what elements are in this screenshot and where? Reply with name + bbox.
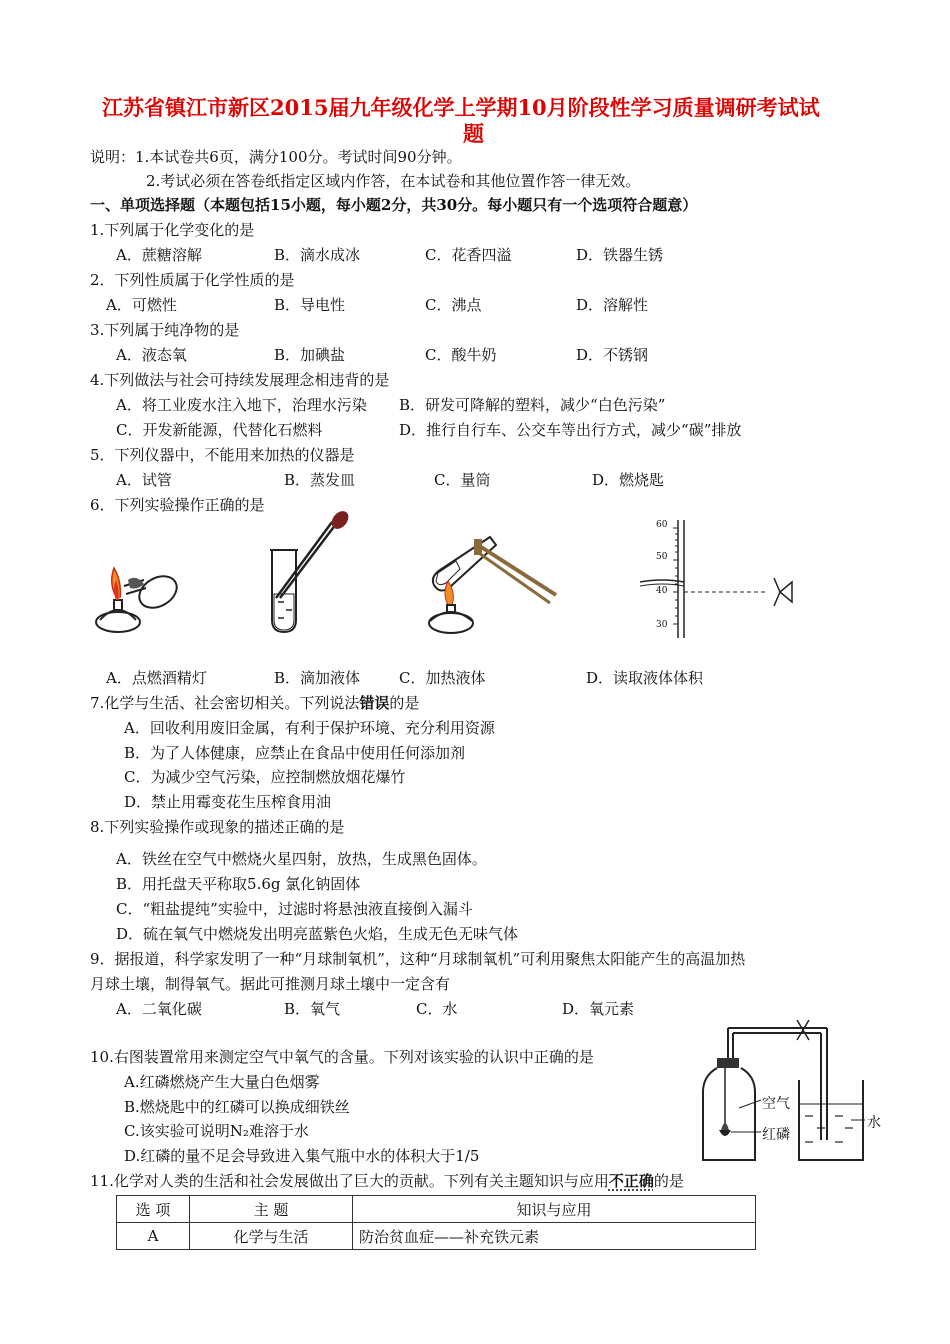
q10-stem: 10.右图装置常用来测定空气中氧气的含量。下列对该实验的认识中正确的是	[90, 1048, 594, 1066]
q9-option-b: B．氧气	[284, 1000, 341, 1018]
q4-option-d: D．推行自行车、公交车等出行方式，减少“碳”排放	[399, 421, 742, 439]
q10-option-b: B.燃烧匙中的红磷可以换成细铁丝	[124, 1098, 350, 1116]
q7-option-b: B．为了人体健康，应禁止在食品中使用任何添加剂	[124, 744, 466, 762]
q1-stem: 1.下列属于化学变化的是	[90, 221, 255, 239]
figure-heating	[420, 525, 560, 640]
q6-option-b: B．滴加液体	[274, 669, 361, 687]
label-red-phosphorus: 红磷	[762, 1127, 790, 1143]
q2-option-b: B．导电性	[274, 296, 346, 314]
q9-stem-line1: 9．据报道，科学家发明了一种“月球制氧机”，这种“月球制氧机”可利用聚焦太阳能产生的高温加热	[90, 950, 746, 968]
cell-topic: 化学与生活	[190, 1223, 353, 1250]
note-2: 2.考试必须在答卷纸指定区域内作答，在本试卷和其他位置作答一律无效。	[146, 172, 641, 190]
q10-option-a: A.红磷燃烧产生大量白色烟雾	[124, 1073, 320, 1091]
q8-stem: 8.下列实验操作或现象的描述正确的是	[90, 818, 345, 836]
label-water: 水	[867, 1115, 881, 1131]
q3-option-d: D．不锈钢	[576, 346, 649, 364]
header-topic: 主 题	[190, 1196, 353, 1223]
q3-stem: 3.下列属于纯净物的是	[90, 321, 240, 339]
q6-option-d: D．读取液体体积	[586, 669, 704, 687]
q2-stem: 2．下列性质属于化学性质的是	[90, 271, 295, 289]
scale-60: 60	[656, 520, 668, 530]
q11-table	[116, 1195, 756, 1250]
q6-option-c: C．加热液体	[399, 669, 486, 687]
cell-knowledge: 防治贫血症——补充铁元素	[353, 1223, 756, 1250]
q9-stem-line2: 月球土壤，制得氧气。据此可推测月球土壤中一定含有	[90, 975, 451, 993]
page-title-cont: 题	[463, 121, 484, 146]
q9-option-c: C．水	[416, 1000, 458, 1018]
q9-option-a: A．二氧化碳	[116, 1000, 202, 1018]
q2-option-d: D．溶解性	[576, 296, 649, 314]
note-1: 说明：1.本试卷共6页，满分100分。考试时间90分钟。	[90, 148, 462, 166]
q8-option-b: B．用托盘天平称取5.6g 氯化钠固体	[116, 875, 361, 893]
q6-stem: 6．下列实验操作正确的是	[90, 496, 265, 514]
q4-option-b: B．研发可降解的塑料，减少“白色污染”	[399, 396, 666, 414]
header-knowledge: 知识与应用	[353, 1196, 756, 1223]
q5-option-d: D．燃烧匙	[592, 471, 665, 489]
q3-option-a: A．液态氧	[116, 346, 187, 364]
q5-option-b: B．蒸发皿	[284, 471, 356, 489]
q4-option-a: A．将工业废水注入地下，治理水污染	[116, 396, 367, 414]
q7-option-d: D．禁止用霉变花生压榨食用油	[124, 793, 332, 811]
page-title: 江苏省镇江市新区2015届九年级化学上学期10月阶段性学习质量调研考试试	[102, 95, 820, 120]
q10-option-d: D.红磷的量不足会导致进入集气瓶中水的体积大于1/5	[124, 1147, 480, 1165]
scale-30: 30	[656, 620, 668, 630]
q11-stem: 11.化学对人类的生活和社会发展做出了巨大的贡献。下列有关主题知识与应用不正确的是	[90, 1172, 684, 1190]
q1-option-d: D．铁器生锈	[576, 246, 664, 264]
table-header-row	[117, 1196, 756, 1223]
q6-option-a: A．点燃酒精灯	[106, 669, 207, 687]
q2-option-a: A．可燃性	[106, 296, 177, 314]
label-air: 空气	[762, 1096, 790, 1112]
q1-option-a: A．蔗糖溶解	[116, 246, 202, 264]
q4-stem: 4.下列做法与社会可持续发展理念相违背的是	[90, 371, 390, 389]
q8-option-c: C．“粗盐提纯”实验中，过滤时将悬浊液直接倒入漏斗	[116, 900, 473, 918]
cell-option: A	[117, 1223, 190, 1250]
q5-stem: 5．下列仪器中，不能用来加热的仪器是	[90, 446, 355, 464]
q7-stem: 7.化学与生活、社会密切相关。下列说法错误的是	[90, 694, 420, 712]
q1-option-b: B．滴水成冰	[274, 246, 361, 264]
q4-option-c: C．开发新能源，代替化石燃料	[116, 421, 323, 439]
section-heading: 一、单项选择题（本题包括15小题，每小题2分，共30分。每小题只有一个选项符合题意）	[90, 196, 698, 214]
q3-option-b: B．加碘盐	[274, 346, 346, 364]
figure-dropper	[262, 510, 362, 635]
q7-option-a: A．回收利用废旧金属，有利于保护环境、充分利用资源	[124, 719, 495, 737]
q5-option-a: A．试管	[116, 471, 172, 489]
scale-50: 50	[656, 552, 668, 562]
q10-option-c: C.该实验可说明N₂难溶于水	[124, 1122, 309, 1140]
q9-option-d: D．氧元素	[562, 1000, 635, 1018]
q2-option-c: C．沸点	[425, 296, 482, 314]
scale-40: 40	[656, 586, 668, 596]
header-option: 选 项	[117, 1196, 190, 1223]
q8-option-a: A．铁丝在空气中燃烧火星四射，放热，生成黑色固体。	[116, 850, 487, 868]
q5-option-c: C．量筒	[434, 471, 491, 489]
q7-option-c: C．为减少空气污染，应控制燃放烟花爆竹	[124, 768, 406, 786]
table-row	[117, 1223, 756, 1250]
figure-light-lamp	[88, 540, 188, 640]
q8-option-d: D．硫在氧气中燃烧发出明亮蓝紫色火焰，生成无色无味气体	[116, 925, 519, 943]
q1-option-c: C．花香四溢	[425, 246, 512, 264]
q3-option-c: C．酸牛奶	[425, 346, 497, 364]
